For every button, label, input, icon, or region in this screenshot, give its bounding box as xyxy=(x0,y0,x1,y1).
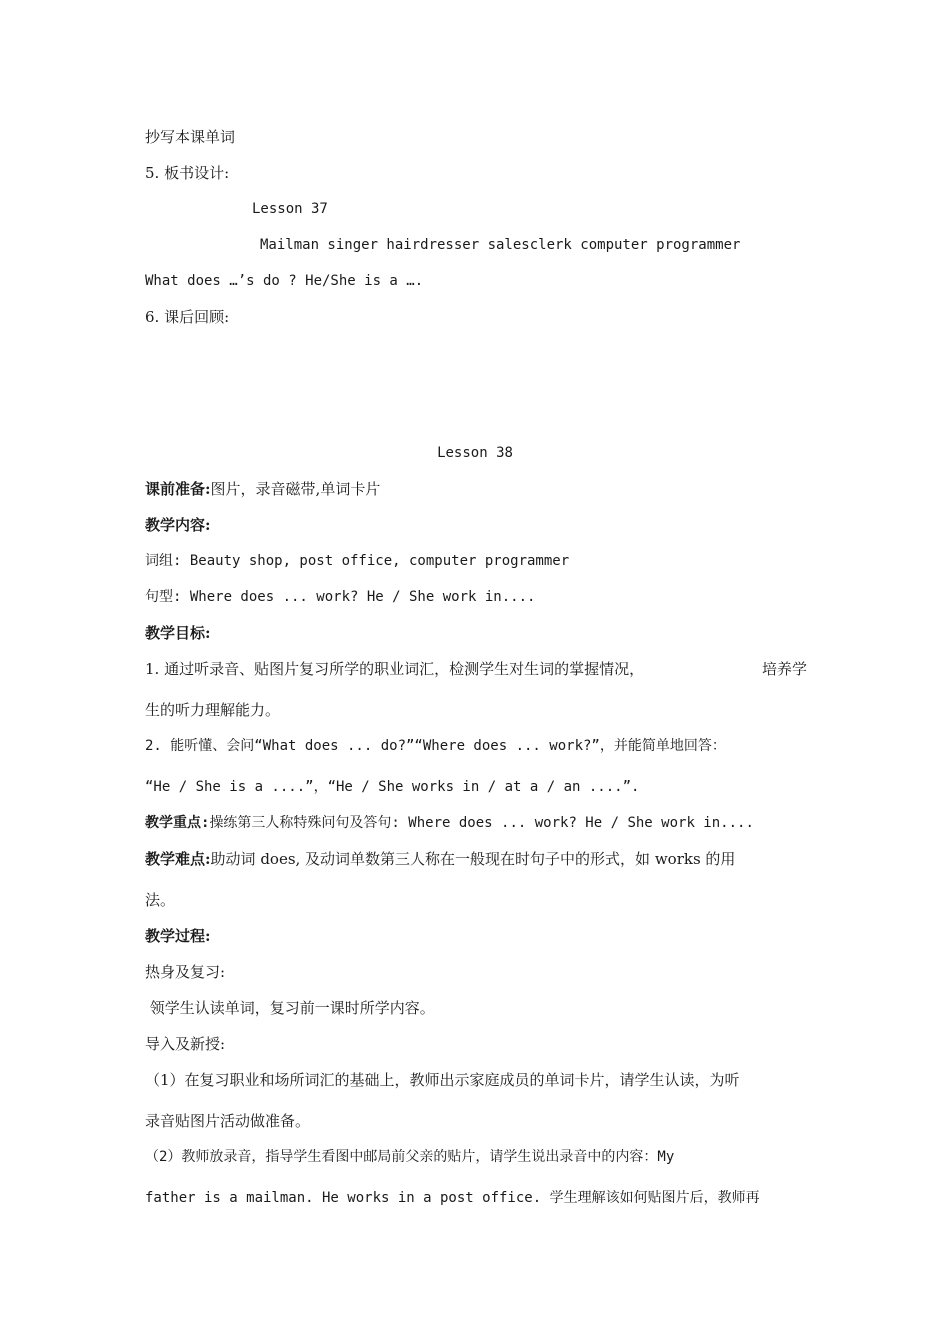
goal-1-text: 1. 通过听录音、贴图片复习所学的职业词汇，检测学生对生词的掌握情况， xyxy=(145,660,645,678)
difficult-points-line xyxy=(145,849,735,869)
difficult-label: 教学难点: xyxy=(145,850,211,868)
prep-label: 课前准备: xyxy=(145,480,211,498)
goal-1-continuation: 生的听力理解能力。 xyxy=(145,701,281,719)
key-text: 操练第三人称特殊问句及答句: Where does ... work? He / She work in.... xyxy=(209,815,754,831)
copy-words-line: 抄写本课单词 xyxy=(145,128,236,146)
key-points-line xyxy=(145,813,754,833)
intro-heading: 导入及新授: xyxy=(145,1035,226,1053)
lesson-title: Lesson 38 xyxy=(437,445,513,461)
board-title: Lesson 37 xyxy=(252,201,328,217)
board-design-heading: 5. 板书设计: xyxy=(145,164,230,182)
content-heading: 教学内容: xyxy=(145,516,211,534)
goal-1-line xyxy=(145,659,807,679)
phrases-line: 词组: Beauty shop, post office, computer programmer xyxy=(145,553,570,569)
difficult-text: 助动词 does, 及动词单数第三人称在一般现在时句子中的形式，如 works 的用 xyxy=(210,850,736,868)
process-heading: 教学过程: xyxy=(145,927,211,945)
warmup-text: 领学生认读单词，复习前一课时所学内容。 xyxy=(145,999,435,1017)
goals-heading: 教学目标: xyxy=(145,624,211,642)
warmup-heading: 热身及复习: xyxy=(145,963,226,981)
sentence-pattern-line: 句型: Where does ... work? He / She work in.... xyxy=(145,589,536,605)
goal-1-text-end: 培养学 xyxy=(761,660,807,678)
board-words: Mailman singer hairdresser salesclerk computer programmer xyxy=(260,237,741,253)
goal-2-line: 2. 能听懂、会问“What does ... do?”“Where does ... work?”，并能简单地回答： xyxy=(145,738,726,754)
key-label: 教学重点: xyxy=(145,815,210,831)
difficult-continuation: 法。 xyxy=(145,891,176,909)
reflection-heading: 6. 课后回顾: xyxy=(145,308,230,326)
prep-text: 图片，录音磁带,单词卡片 xyxy=(210,480,381,498)
step-1-line: （1）在复习职业和场所词汇的基础上，教师出示家庭成员的单词卡片，请学生认读，为听 xyxy=(145,1071,740,1089)
board-pattern: What does …’s do ? He/She is a …. xyxy=(145,273,424,289)
goal-2-continuation: “He / She is a ....”，“He / She works in / at a / an ....”. xyxy=(145,779,640,795)
step-1-continuation: 录音贴图片活动做准备。 xyxy=(145,1112,311,1130)
step-2-line: （2）教师放录音，指导学生看图中邮局前父亲的贴片，请学生说出录音中的内容：My xyxy=(145,1149,675,1165)
prep-line xyxy=(145,479,380,499)
step-2-continuation: father is a mailman. He works in a post office. 学生理解该如何贴图片后，教师再 xyxy=(145,1190,760,1206)
